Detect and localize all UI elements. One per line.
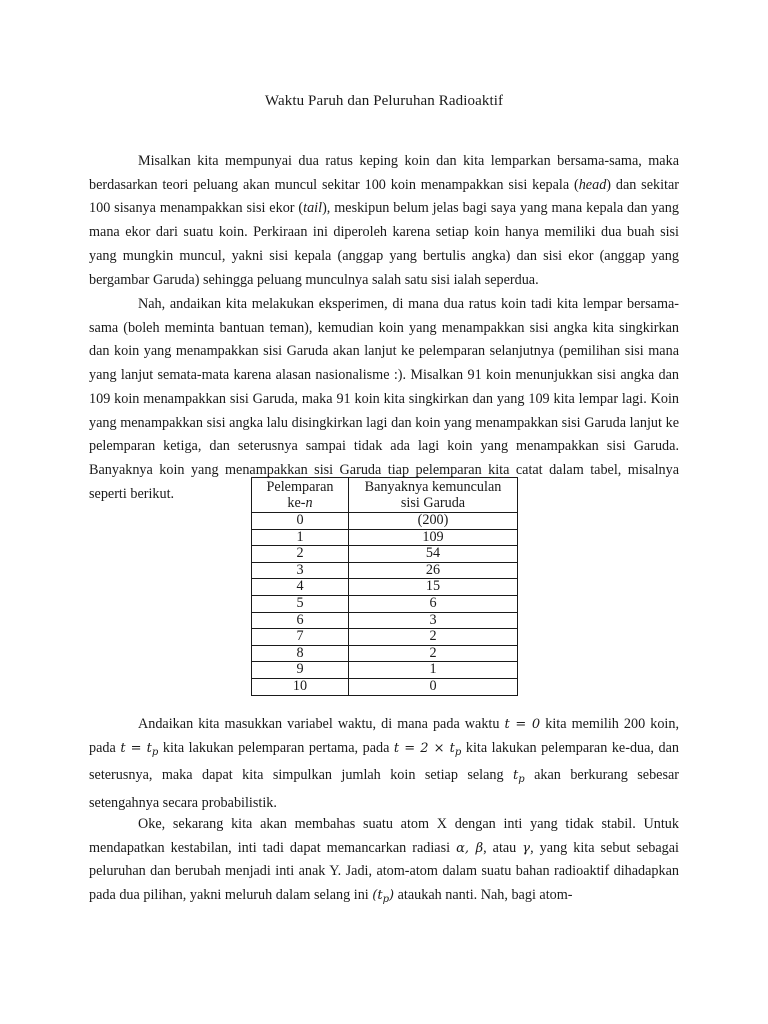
cell-toss-number: 5 xyxy=(252,595,349,612)
p1-head-term: head xyxy=(578,176,607,193)
cell-toss-number: 6 xyxy=(252,612,349,629)
document-title: Waktu Paruh dan Peluruhan Radioaktif xyxy=(264,93,504,109)
p2-text: Nah, andaikan kita melakukan eksperimen, di mana dua ratus koin tadi kita lempar bersama-sama (boleh meminta bantuan teman), kemudian koin yang menampakkan sisi angka kita singkirkan dan koin yang menampakkan sisi Garuda akan lanjut ke pelemparan selanjutnya (pemilihan sisi mana yang lanjut semata-mata karena alasan nasionalisme :). Misalkan 91 koin menunjukkan sisi angka dan 109 koin menampakkan sisi Garuda, maka 91 koin kita singkirkan dan yang 109 kita lempar lagi. Koin yang menampakkan sisi angka lalu disingkirkan lagi dan koin yang menampakkan sisi Garuda lanjut ke pelemparan ketiga, dan seterusnya sampai tidak ada lagi koin yang menampakkan sisi Garuda. Banyaknya koin yang menampakkan sisi Garuda tiap pelemparan kita catat dalam tabel, misalnya seperti berikut. xyxy=(89,296,679,502)
p3-text-b: kita memilih 200 koin, pada xyxy=(89,716,680,756)
p4-text-a: Oke, sekarang kita akan membahas suatu atom X dengan inti yang tidak stabil. Untuk mendapatkan kestabilan, inti tadi dapat memancarkan radiasi xyxy=(89,816,679,856)
cell-toss-number: 10 xyxy=(252,678,349,695)
cell-toss-number: 1 xyxy=(252,529,349,546)
cell-garuda-count: 109 xyxy=(349,529,518,546)
cell-toss-number: 9 xyxy=(252,662,349,679)
math-t-2tp-main: t = 2 × t xyxy=(393,740,455,756)
table-row xyxy=(252,579,518,596)
coin-toss-table xyxy=(251,477,518,696)
table-header-row xyxy=(252,478,518,513)
cell-toss-number: 8 xyxy=(252,645,349,662)
header-toss-line1: Pelemparan xyxy=(266,479,334,495)
math-t-tp xyxy=(120,741,158,756)
math-paren-tp xyxy=(372,888,395,906)
p4-text-b: , atau xyxy=(483,839,523,856)
p1-tail-term: tail xyxy=(303,200,323,217)
cell-garuda-count: 2 xyxy=(349,645,518,662)
paragraph-radioactive-atom xyxy=(89,813,679,912)
table-row xyxy=(252,629,518,646)
math-paren-close: ) xyxy=(388,888,395,904)
header-garuda-count xyxy=(349,478,518,513)
table-row xyxy=(252,612,518,629)
math-tp-main: t xyxy=(513,768,519,784)
p1-text-c: ), meskipun belum jelas bagi saya yang mana kepala dan yang mana ekor dari suatu koin. Perkiraan ini diperoleh karena setiap koin hanya memiliki dua buah sisi yang mungkin muncul, yakni sisi kepala (anggap yang bertulis angka) dan sisi ekor (anggap yang bergambar Garuda) sehingga peluang munculnya salah satu sisi ialah seperdua. xyxy=(89,200,679,288)
paragraph-experiment xyxy=(89,293,679,506)
header-toss-var: n xyxy=(305,495,313,511)
cell-toss-number: 2 xyxy=(252,546,349,563)
p3-text-c: kita lakukan pelemparan pertama, pada xyxy=(158,739,394,756)
cell-garuda-count: 0 xyxy=(349,678,518,695)
math-sub-p: p xyxy=(454,746,462,758)
p4-text-d: ataukah nanti. Nah, bagi atom- xyxy=(394,887,573,904)
cell-garuda-count: 3 xyxy=(349,612,518,629)
math-t-zero: t = 0 xyxy=(504,717,541,732)
header-garuda-line2: sisi Garuda xyxy=(400,495,466,511)
math-sub-p: p xyxy=(151,746,159,758)
cell-garuda-count: 26 xyxy=(349,562,518,579)
math-alpha-beta: α, β xyxy=(456,840,484,856)
math-tp xyxy=(513,768,525,786)
cell-garuda-count: 2 xyxy=(349,629,518,646)
cell-garuda-count: 1 xyxy=(349,662,518,679)
p3-text-a: Andaikan kita masukkan variabel waktu, di mana pada waktu xyxy=(138,716,505,732)
math-paren-tp-main: (t xyxy=(372,888,383,904)
p1-text-a: Misalkan kita mempunyai dua ratus keping koin dan kita lemparkan bersama-sama, maka berdasarkan teori peluang akan muncul sekitar 100 koin menampakkan sisi kepala ( xyxy=(89,153,679,193)
table-row xyxy=(252,513,518,530)
cell-garuda-count: 15 xyxy=(349,579,518,596)
math-sub-p: p xyxy=(382,894,389,906)
table-row xyxy=(252,678,518,695)
header-toss-number xyxy=(252,478,349,513)
cell-toss-number: 0 xyxy=(252,513,349,530)
cell-garuda-count: 54 xyxy=(349,546,518,563)
header-toss-prefix: ke- xyxy=(287,495,306,511)
math-t-2tp xyxy=(394,741,461,756)
table-row xyxy=(252,562,518,579)
table-row xyxy=(252,595,518,612)
cell-toss-number: 4 xyxy=(252,579,349,596)
math-t-tp-main: t = t xyxy=(120,740,152,756)
math-sub-p: p xyxy=(518,774,525,786)
cell-garuda-count: 6 xyxy=(349,595,518,612)
paragraph-coin-probability xyxy=(89,150,679,292)
p4-text-c: , yang kita sebut sebagai peluruhan dan berubah menjadi inti anak Y. Jadi, atom-atom dalam suatu bahan radioaktif dihadapkan pada dua pilihan, yakni meluruh dalam selang ini xyxy=(89,839,680,904)
cell-toss-number: 7 xyxy=(252,629,349,646)
table-row xyxy=(252,645,518,662)
p3-text-e: akan berkurang sebesar setengahnya secara probabilistik. xyxy=(89,767,680,812)
cell-garuda-count: (200) xyxy=(349,513,518,530)
table-row xyxy=(252,529,518,546)
table-row xyxy=(252,662,518,679)
math-gamma: γ xyxy=(522,840,531,856)
cell-toss-number: 3 xyxy=(252,562,349,579)
paragraph-time-variable xyxy=(89,713,679,816)
p3-text-d: kita lakukan pelemparan ke-dua, dan seterusnya, maka dapat kita simpulkan jumlah koin setiap selang xyxy=(89,739,679,784)
table-row xyxy=(252,546,518,563)
p1-text-b: ) dan sekitar 100 sisanya menampakkan sisi ekor ( xyxy=(89,176,679,217)
header-garuda-line1: Banyaknya kemunculan xyxy=(364,479,502,495)
